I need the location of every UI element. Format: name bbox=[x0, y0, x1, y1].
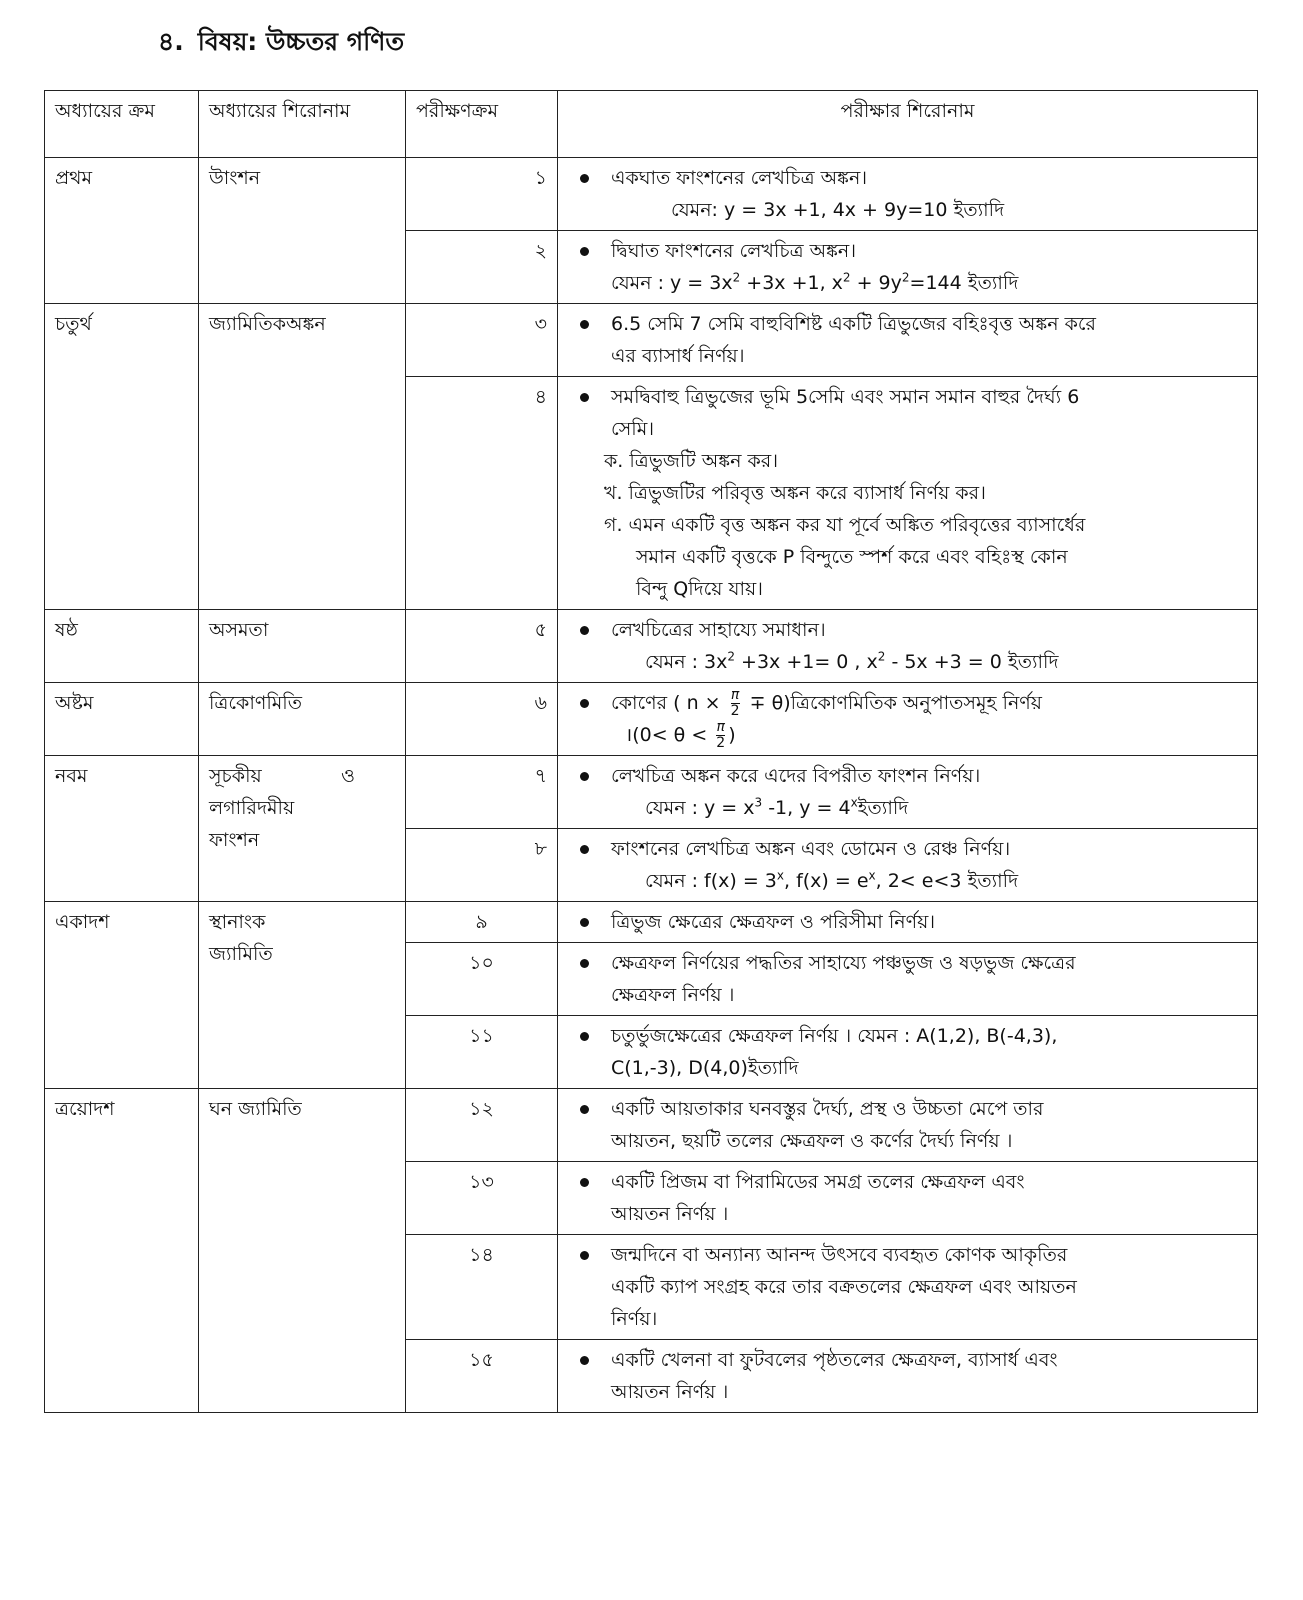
chapter-order: প্রথম bbox=[45, 158, 199, 304]
experiment-number: ১ bbox=[406, 158, 558, 231]
table-row bbox=[45, 902, 1258, 943]
exp-line: যেমন : $3x^2 +3x +1= 0$ , $x^2 - 5x +3 = 0$ ইত্যাদি bbox=[645, 649, 1059, 673]
experiment-number: ৮ bbox=[406, 829, 558, 902]
experiment-number: ৪ bbox=[406, 377, 558, 610]
exp-line: ক্ষেত্রফল নির্ণয়ের পদ্ধতির সাহায্যে পঞ্চভুজ ও ষড়ভুজ ক্ষেত্রের bbox=[611, 952, 1076, 974]
header-chapter-title: অধ্যায়ের শিরোনাম bbox=[199, 91, 406, 158]
bullet-icon bbox=[580, 1178, 589, 1187]
exp-line: সমদ্বিবাহু ত্রিভুজের ভূমি 5সেমি এবং সমান সমান বাহুর দৈর্ঘ্য 6 bbox=[611, 386, 1080, 408]
exp-line: 6.5 সেমি 7 সেমি বাহুবিশিষ্ট একটি ত্রিভুজের বহিঃবৃত্ত অঙ্কন করে bbox=[611, 313, 1096, 335]
exp-line: আয়তন নির্ণয় । bbox=[611, 1381, 729, 1403]
bullet-icon bbox=[580, 699, 589, 708]
sub-item-line: বিন্দু Qদিয়ে যায়। bbox=[636, 578, 763, 600]
chapter-title: স্থানাংক জ্যামিতি bbox=[199, 902, 406, 1089]
chapter-order: চতুর্থ bbox=[45, 304, 199, 610]
experiment-title bbox=[558, 158, 1258, 231]
table-row bbox=[45, 1089, 1258, 1162]
table-row bbox=[45, 756, 1258, 829]
table-row bbox=[45, 158, 1258, 231]
exp-line: চতুর্ভুজক্ষেত্রের ক্ষেত্রফল নির্ণয় । যেমন : A(1,2), B(-4,3), bbox=[611, 1025, 1058, 1047]
exp-line: দ্বিঘাত ফাংশনের লেখচিত্র অঙ্কন। bbox=[611, 240, 857, 262]
chapter-title: জ্যামিতিকঅঙ্কন bbox=[199, 304, 406, 610]
experiment-table bbox=[44, 90, 1258, 1413]
bullet-icon bbox=[580, 772, 589, 781]
experiment-title bbox=[558, 756, 1258, 829]
experiment-number: ৬ bbox=[406, 683, 558, 756]
section-title: বিষয়: উচ্চতর গণিত bbox=[197, 27, 405, 56]
bullet-icon bbox=[580, 918, 589, 927]
bullet-icon bbox=[580, 174, 589, 183]
experiment-title bbox=[558, 943, 1258, 1016]
exp-line: যেমন : $y = 3x^2 +3x +1$, $x^2 + 9y^2=144$ ইত্যাদি bbox=[611, 270, 1019, 294]
chapter-order: নবম bbox=[45, 756, 199, 902]
sub-item: খ. ত্রিভুজটির পরিবৃত্ত অঙ্কন করে ব্যাসার্ধ নির্ণয় কর। bbox=[604, 482, 986, 504]
exp-line: যেমন: y = 3x +1, 4x + 9y=10 ইত্যাদি bbox=[671, 199, 1005, 221]
exp-line: C(1,-3), D(4,0)ইত্যাদি bbox=[611, 1057, 799, 1079]
bullet-icon bbox=[580, 845, 589, 854]
chapter-title: উাংশন bbox=[199, 158, 406, 304]
exp-line: যেমন : $y = x^3$ -1, $y = 4^xইত্যাদি$ bbox=[645, 795, 909, 819]
header-experiment-title: পরীক্ষার শিরোনাম bbox=[558, 91, 1258, 158]
experiment-number: ১১ bbox=[406, 1016, 558, 1089]
exp-line: যেমন : $f(x) = 3^x$, $f(x) = e^x$, 2< e<3 ইত্যাদি bbox=[645, 868, 1019, 892]
exp-line: একঘাত ফাংশনের লেখচিত্র অঙ্কন। bbox=[611, 167, 868, 189]
sub-item: ক. ত্রিভুজটি অঙ্কন কর। bbox=[604, 450, 779, 472]
chapter-title: সূচকীয় ও লগারিদমীয় ফাংশন bbox=[199, 756, 406, 902]
bullet-icon bbox=[580, 247, 589, 256]
chapter-title: ঘন জ্যামিতি bbox=[199, 1089, 406, 1413]
experiment-number: ১৫ bbox=[406, 1340, 558, 1413]
bullet-icon bbox=[580, 1105, 589, 1114]
experiment-title bbox=[558, 1235, 1258, 1340]
experiment-number: ১৩ bbox=[406, 1162, 558, 1235]
exp-line: একটি আয়তাকার ঘনবস্তুর দৈর্ঘ্য, প্রস্থ ও উচ্চতা মেপে তার bbox=[611, 1098, 1044, 1120]
exp-line: আয়তন, ছয়টি তলের ক্ষেত্রফল ও কর্ণের দৈর্ঘ্য নির্ণয় । bbox=[611, 1130, 1013, 1152]
section-heading bbox=[158, 22, 404, 65]
experiment-number: ১০ bbox=[406, 943, 558, 1016]
chapter-order: একাদশ bbox=[45, 902, 199, 1089]
header-experiment-no: পরীক্ষণক্রম bbox=[406, 91, 558, 158]
experiment-title bbox=[558, 829, 1258, 902]
experiment-number: ২ bbox=[406, 231, 558, 304]
chapter-order: অষ্টম bbox=[45, 683, 199, 756]
bullet-icon bbox=[580, 1032, 589, 1041]
chapter-order: ষষ্ঠ bbox=[45, 610, 199, 683]
experiment-number: ১৪ bbox=[406, 1235, 558, 1340]
bullet-icon bbox=[580, 1251, 589, 1260]
exp-line: একটি ক্যাপ সংগ্রহ করে তার বক্রতলের ক্ষেত্রফল এবং আয়তন bbox=[611, 1276, 1077, 1298]
exp-line: ক্ষেত্রফল নির্ণয় । bbox=[611, 984, 735, 1006]
header-chapter-order: অধ্যায়ের ক্রম bbox=[45, 91, 199, 158]
exp-line: নির্ণয়। bbox=[611, 1308, 658, 1330]
exp-line: লেখচিত্র অঙ্কন করে এদের বিপরীত ফাংশন নির্ণয়। bbox=[611, 765, 981, 787]
chapter-title: ত্রিকোণমিতি bbox=[199, 683, 406, 756]
experiment-number: ৩ bbox=[406, 304, 558, 377]
experiment-number: ৯ bbox=[406, 902, 558, 943]
sub-item-line: সমান একটি বৃত্তকে P বিন্দুতে স্পর্শ করে এবং বহিঃস্থ কোন bbox=[636, 546, 1068, 568]
table-header-row bbox=[45, 91, 1258, 158]
table-row bbox=[45, 610, 1258, 683]
sub-item: গ. এমন একটি বৃত্ত অঙ্কন কর যা পূর্বে অঙ্কিত পরিবৃত্তের ব্যাসার্ধের bbox=[604, 514, 1086, 536]
experiment-number: ৭ bbox=[406, 756, 558, 829]
section-number: ৪. bbox=[158, 27, 184, 56]
experiment-number: ৫ bbox=[406, 610, 558, 683]
experiment-title bbox=[558, 304, 1258, 377]
bullet-icon bbox=[580, 320, 589, 329]
bullet-icon bbox=[580, 626, 589, 635]
exp-line: আয়তন নির্ণয় । bbox=[611, 1203, 729, 1225]
bullet-icon bbox=[580, 393, 589, 402]
experiment-title bbox=[558, 377, 1258, 610]
exp-line: ফাংশনের লেখচিত্র অঙ্কন এবং ডোমেন ও রেঞ্চ নির্ণয়। bbox=[611, 838, 1011, 860]
experiment-title bbox=[558, 1089, 1258, 1162]
exp-line: জন্মদিনে বা অন্যান্য আনন্দ উৎসবে ব্যবহৃত কোণক আকৃতির bbox=[611, 1244, 1068, 1266]
experiment-title bbox=[558, 1162, 1258, 1235]
exp-line: কোণের ( n × $\frac{\pi}{2}$ ∓ θ)ত্রিকোণমিতিক অনুপাতসমূহ নির্ণয় bbox=[611, 687, 1042, 719]
experiment-title bbox=[558, 231, 1258, 304]
experiment-title bbox=[558, 683, 1258, 756]
experiment-title bbox=[558, 1340, 1258, 1413]
exp-line: একটি প্রিজম বা পিরামিডের সমগ্র তলের ক্ষেত্রফল এবং bbox=[611, 1171, 1025, 1193]
chapter-order: ত্রয়োদশ bbox=[45, 1089, 199, 1413]
bullet-icon bbox=[580, 959, 589, 968]
exp-line: ।(0< θ < $\frac{\pi}{2}$ ) bbox=[625, 719, 736, 751]
exp-line: লেখচিত্রের সাহায্যে সমাধান। bbox=[611, 619, 826, 641]
bullet-icon bbox=[580, 1356, 589, 1365]
experiment-title bbox=[558, 1016, 1258, 1089]
experiment-title bbox=[558, 902, 1258, 943]
chapter-title: অসমতা bbox=[199, 610, 406, 683]
experiment-number: ১২ bbox=[406, 1089, 558, 1162]
exp-line: এর ব্যাসার্ধ নির্ণয়। bbox=[611, 345, 745, 367]
exp-line: একটি খেলনা বা ফুটবলের পৃষ্ঠতলের ক্ষেত্রফল, ব্যাসার্ধ এবং bbox=[611, 1349, 1058, 1371]
experiment-title bbox=[558, 610, 1258, 683]
table-row bbox=[45, 683, 1258, 756]
table-row bbox=[45, 304, 1258, 377]
exp-line: সেমি। bbox=[611, 418, 655, 440]
exp-line: ত্রিভুজ ক্ষেত্রের ক্ষেত্রফল ও পরিসীমা নির্ণয়। bbox=[611, 911, 936, 933]
